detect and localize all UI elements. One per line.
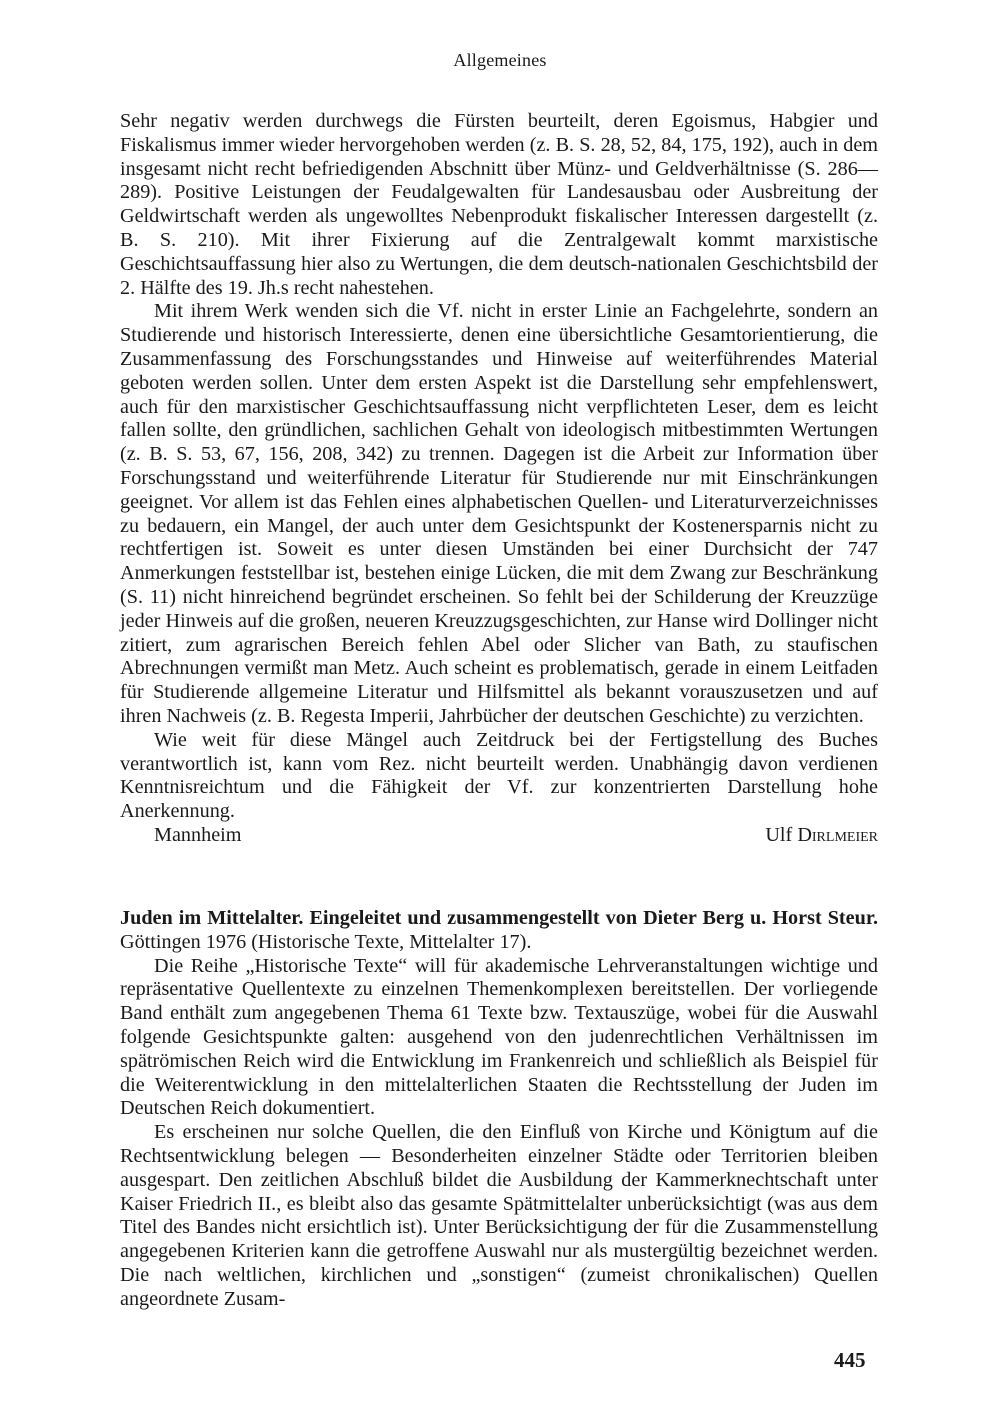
page-number: 445	[834, 1348, 866, 1372]
review2-paragraph-1: Die Reihe „Historische Texte“ will für akademische Lehrveranstaltungen wichtige und repräsentative Quellentexte zu einzelnen Themenkomplexen bereitstellen. Der vorliegende Band enthält zum angegebenen Thema 61 Texte bzw. Textauszüge, wobei für die Auswahl folgende Gesichtspunkte galten: ausgehend von den judenrechtlichen Verhältnissen im spätrömischen Reich wird die Entwicklung im Frankenreich und schließlich als Beispiel für die Weiterentwicklung in den mittelalterlichen Staaten die Rechtsstellung der Juden im Deutschen Reich dokumentiert.	[120, 954, 878, 1120]
review2-paragraph-2: Es erscheinen nur solche Quellen, die den Einfluß von Kirche und Königtum auf die Rechtsentwicklung belegen — Besonderheiten einzelner Städte oder Territorien bleiben ausgespart. Den zeitlichen Abschluß bildet die Ausbildung der Kammerknechtschaft unter Kaiser Friedrich II., es bleibt also das gesamte Spätmittelalter unberücksichtigt (was aus dem Titel des Bandes nicht ersichtlich ist). Unter Berücksichtigung der für die Zusammenstellung angegebenen Kriterien kann die getroffene Auswahl nur als mustergültig bezeichnet werden. Die nach weltlichen, kirchlichen und „sonstigen“ (zumeist chronikalischen) Quellen angeordnete Zusam-	[120, 1121, 878, 1310]
review2-imprint: Göttingen 1976 (Historische Texte, Mittelalter 17).	[120, 930, 532, 953]
review1-paragraph-3: Wie weit für diese Mängel auch Zeitdruck bei der Fertigstellung des Buches verantwortlich ist, kann vom Rez. nicht beurteilt werden. Unabhängig davon verdienen Kenntnisreichtum und die Fähigkeit der Vf. zur konzentrierten Darstellung hohe Anerkennung.	[120, 728, 878, 823]
running-header: Allgemeines	[453, 50, 547, 70]
review-ulf-dirlmeier	[120, 110, 878, 848]
reviewer-place: Mannheim	[154, 823, 242, 846]
reviewer-last-name: Dirlmeier	[797, 823, 878, 846]
reviewer-first-name: Ulf	[765, 823, 793, 846]
signature-line	[120, 824, 878, 848]
reviewer-name	[765, 824, 878, 848]
review1-paragraph-2: Mit ihrem Werk wenden sich die Vf. nicht in erster Linie an Fachgelehrte, sondern an Studierende und historisch Interessierte, denen eine übersichtliche Gesamtorientierung, die Zusammenfassung des Forschungsstandes und Hinweise auf weiterführendes Material geboten werden sollen. Unter dem ersten Aspekt ist die Darstellung sehr empfehlenswert, auch für den marxistischer Geschichtsauffassung nicht verpflichteten Leser, dem es leicht fallen sollte, den gründlichen, sachlichen Gehalt von ideologisch mitbestimmten Wertungen (z. B. S. 53, 67, 156, 208, 342) zu trennen. Dagegen ist die Arbeit zur Information über Forschungsstand und weiterführende Literatur für Studierende nur mit Einschränkungen geeignet. Vor allem ist das Fehlen eines alphabetischen Quellen- und Literaturverzeichnisses zu bedauern, ein Mangel, der auch unter dem Gesichtspunkt der Kostenersparnis nicht zu rechtfertigen ist. Soweit es unter diesen Umständen bei einer Durchsicht der 747 Anmerkungen feststellbar ist, bestehen einige Lücken, die mit dem Zwang zur Beschränkung (S. 11) nicht hinreichend begründet erscheinen. So fehlt bei der Schilderung der Kreuzzüge jeder Hinweis auf die großen, neueren Kreuzzugsgeschichten, zur Hanse wird Dollinger nicht zitiert, zum agrarischen Bereich fehlen Abel oder Slicher van Bath, zu staufischen Abrechnungen vermißt man Metz. Auch scheint es problematisch, gerade in einem Leitfaden für Studierende allgemeine Literatur und Hilfsmittel als bekannt vorauszusetzen und auf ihren Nachweis (z. B. Regesta Imperii, Jahrbücher der deutschen Geschichte) zu verzichten.	[120, 300, 878, 727]
review2-heading	[120, 907, 878, 955]
review2-book-title: Juden im Mittelalter. Eingeleitet und zusammengestellt von Dieter Berg u. Horst Steur.	[120, 907, 878, 929]
review-juden-im-mittelalter	[120, 907, 878, 1312]
review1-paragraph-1: Sehr negativ werden durchwegs die Fürsten beurteilt, deren Egoismus, Habgier und Fiskalismus immer wieder hervorgehoben werden (z. B. S. 28, 52, 84, 175, 192), auch in dem insgesamt nicht recht befriedigenden Abschnitt über Münz- und Geldverhältnisse (S. 286—289). Positive Leistungen der Feudalgewalten für Landesausbau oder Ausbreitung der Geldwirtschaft werden als ungewolltes Nebenprodukt fiskalischer Interessen dargestellt (z. B. S. 210). Mit ihrer Fixierung auf die Zentralgewalt kommt marxistische Geschichtsauffassung hier also zu Wertungen, die dem deutsch-nationalen Geschichtsbild der 2. Hälfte des 19. Jh.s recht nahestehen.	[120, 110, 878, 299]
